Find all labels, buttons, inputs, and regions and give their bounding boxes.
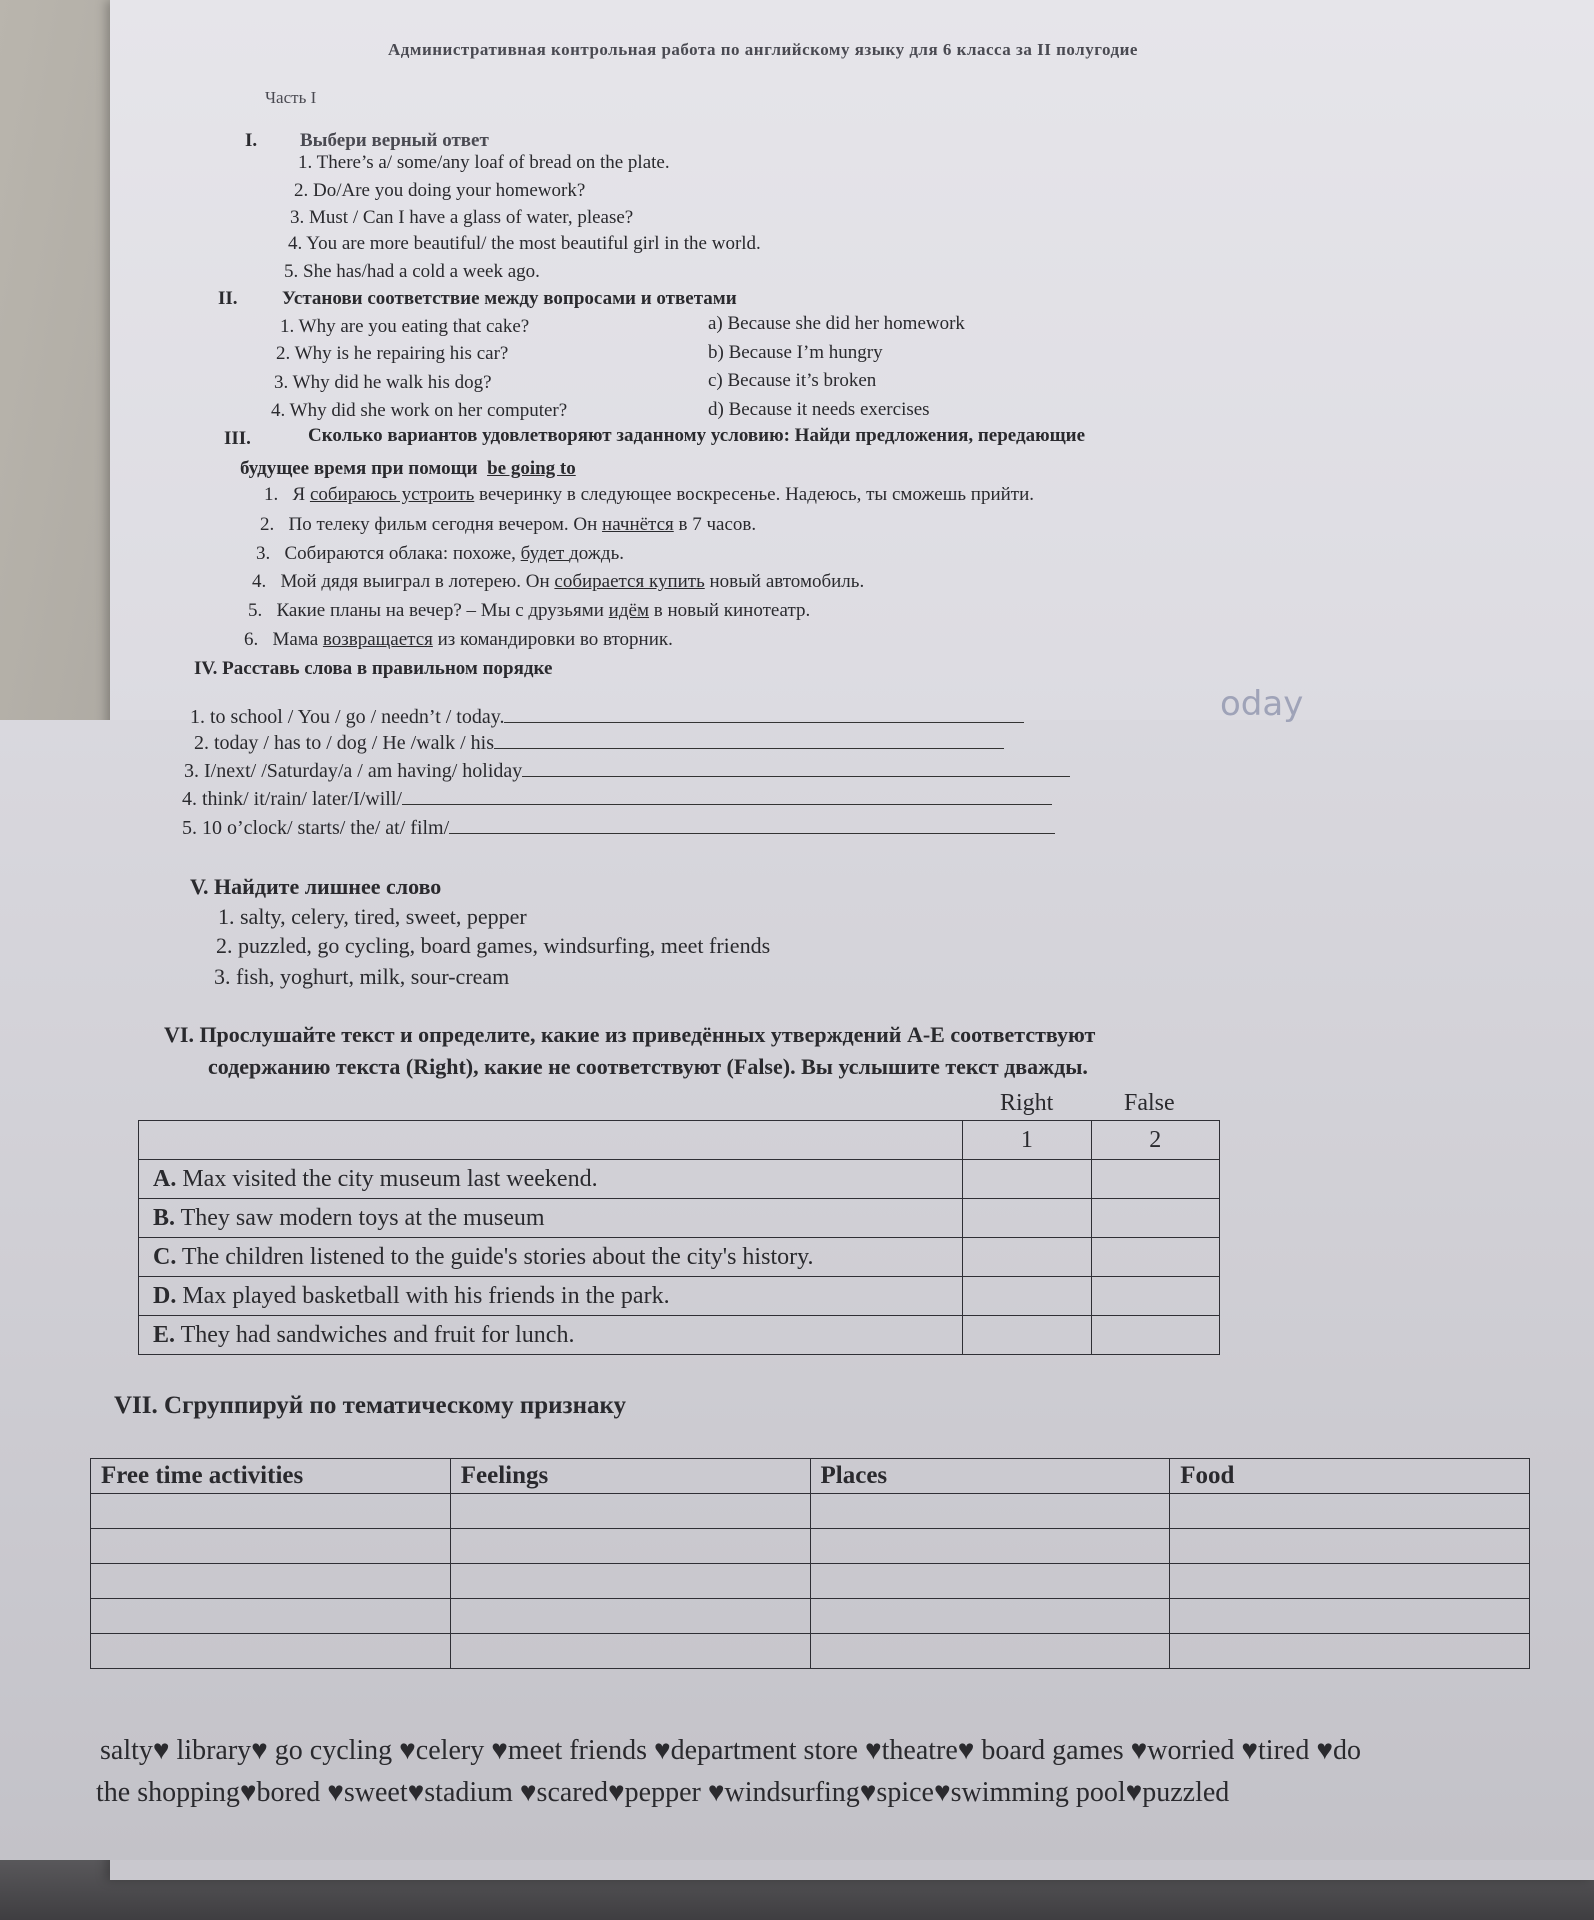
right-cell[interactable]	[963, 1199, 1091, 1238]
right-cell[interactable]	[963, 1316, 1091, 1355]
s2-question: 1. Why are you eating that cake?	[280, 316, 530, 337]
s3-item: 6. Мама возвращается из командировки во вторник.	[244, 629, 673, 650]
s3-item: 2. По телеку фильм сегодня вечером. Он начнётся в 7 часов.	[260, 514, 757, 535]
right-cell[interactable]	[963, 1277, 1091, 1316]
column-header: Food	[1180, 1462, 1235, 1489]
s4-item: 5. 10 o’clock/ starts/ the/ at/ film/	[182, 815, 1055, 840]
grouping-row	[91, 1599, 1530, 1634]
grouping-table	[90, 1458, 1530, 1669]
word-bank-line-1: salty♥ library♥ go cycling ♥celery ♥meet friends ♥department store ♥theatre♥ board games ♥worried ♥tired ♥do	[100, 1735, 1361, 1766]
table-row: A. Max visited the city museum last weekend.	[139, 1160, 1220, 1199]
section-3-title-line-2: будущее время при помощи be going to	[240, 458, 576, 479]
table-row: B. They saw modern toys at the museum	[139, 1199, 1220, 1238]
section-4-title: IV. Расставь слова в правильном порядке	[194, 658, 553, 679]
s3-item: 4. Мой дядя выиграл в лотерею. Он собирается купить новый автомобиль.	[252, 571, 865, 592]
s1-item: 3. Must / Can I have a glass of water, please?	[290, 207, 634, 228]
s5-item: 1. salty, celery, tired, sweet, pepper	[218, 904, 527, 929]
table-row: E. They had sandwiches and fruit for lunch.	[139, 1316, 1220, 1355]
s4-item: 4. think/ it/rain/ later/I/will/	[182, 786, 1052, 811]
section-5-title: V. Найдите лишнее слово	[190, 874, 442, 899]
s5-item: 2. puzzled, go cycling, board games, windsurfing, meet friends	[216, 933, 771, 958]
column-header: Places	[820, 1462, 888, 1489]
s4-item: 3. I/next/ /Saturday/a / am having/ holiday	[184, 758, 1070, 783]
answer-blank[interactable]	[449, 815, 1055, 834]
section-2-number: II.	[218, 288, 238, 309]
s2-answer: d) Because it needs exercises	[708, 399, 930, 420]
answer-blank[interactable]	[504, 704, 1024, 723]
table-row: D. Max played basketball with his friends in the park.	[139, 1277, 1220, 1316]
grouping-row	[91, 1529, 1530, 1564]
section-7-title: VII. Сгруппируй по тематическому признаку	[114, 1392, 627, 1419]
s1-item: 5. She has/had a cold a week ago.	[284, 261, 540, 282]
s5-item: 3. fish, yoghurt, milk, sour-cream	[214, 964, 510, 989]
s2-answer: b) Because I’m hungry	[708, 342, 883, 363]
s4-item: 2. today / has to / dog / He /walk / his	[194, 730, 1004, 755]
right-column-label: Right	[1000, 1090, 1054, 1116]
s1-item: 1. There’s a/ some/any loaf of bread on the plate.	[298, 152, 670, 173]
section-1-number: I.	[245, 130, 258, 151]
false-cell[interactable]	[1091, 1316, 1219, 1355]
column-header: Free time activities	[101, 1462, 304, 1489]
answer-blank[interactable]	[522, 758, 1070, 777]
handwritten-answer: oday	[1220, 684, 1304, 724]
answer-blank[interactable]	[402, 786, 1052, 805]
grouping-header-row	[91, 1459, 1530, 1494]
s2-question: 3. Why did he walk his dog?	[274, 372, 492, 393]
s4-item: 1. to school / You / go / needn’t / today.	[190, 704, 1024, 729]
s3-item: 3. Собираются облака: похоже, будет дождь.	[256, 543, 624, 564]
right-cell[interactable]	[963, 1238, 1091, 1277]
right-cell[interactable]	[963, 1160, 1091, 1199]
column-header: Feelings	[460, 1462, 549, 1489]
section-1-title: Выбери верный ответ	[300, 130, 489, 151]
false-cell[interactable]	[1091, 1199, 1219, 1238]
s2-question: 4. Why did she work on her computer?	[271, 400, 568, 421]
false-cell[interactable]	[1091, 1160, 1219, 1199]
section-3-number: III.	[224, 428, 251, 449]
false-cell[interactable]	[1091, 1277, 1219, 1316]
word-bank-line-2: the shopping♥bored ♥sweet♥stadium ♥scared♥pepper ♥windsurfing♥spice♥swimming pool♥puzzled	[96, 1777, 1230, 1808]
s3-item: 5. Какие планы на вечер? – Мы с друзьями идём в новый кинотеатр.	[248, 600, 811, 621]
false-number: 2	[1091, 1121, 1219, 1160]
true-false-table	[138, 1120, 1220, 1355]
s2-answer: c) Because it’s broken	[708, 370, 877, 391]
false-cell[interactable]	[1091, 1238, 1219, 1277]
section-6-title-line-2: содержанию текста (Right), какие не соответствуют (False). Вы услышите текст дважды.	[208, 1054, 1088, 1079]
answer-blank[interactable]	[494, 730, 1004, 749]
grouping-row	[91, 1564, 1530, 1599]
section-2-title: Установи соответствие между вопросами и ответами	[282, 288, 737, 309]
right-number: 1	[963, 1121, 1091, 1160]
table-header-row	[139, 1121, 1220, 1160]
s1-item: 2. Do/Are you doing your homework?	[294, 180, 586, 201]
s3-item: 1. Я собираюсь устроить вечеринку в следующее воскресенье. Надеюсь, ты сможешь прийти.	[264, 484, 1035, 505]
table-row: C. The children listened to the guide's stories about the city's history.	[139, 1238, 1220, 1277]
part-label: Часть I	[265, 88, 317, 107]
grouping-row	[91, 1494, 1530, 1529]
worksheet-title: Административная контрольная работа по английскому языку для 6 класса за II полугодие	[388, 40, 1138, 59]
s1-item: 4. You are more beautiful/ the most beautiful girl in the world.	[288, 233, 761, 254]
section-3-title: Сколько вариантов удовлетворяют заданному условию: Найди предложения, передающие	[308, 425, 1086, 446]
false-column-label: False	[1124, 1090, 1175, 1116]
section-6-title: VI. Прослушайте текст и определите, какие из приведённых утверждений А-Е соответствуют	[164, 1022, 1096, 1047]
s2-question: 2. Why is he repairing his car?	[276, 343, 509, 364]
s2-answer: a) Because she did her homework	[708, 313, 965, 334]
grouping-row	[91, 1634, 1530, 1669]
